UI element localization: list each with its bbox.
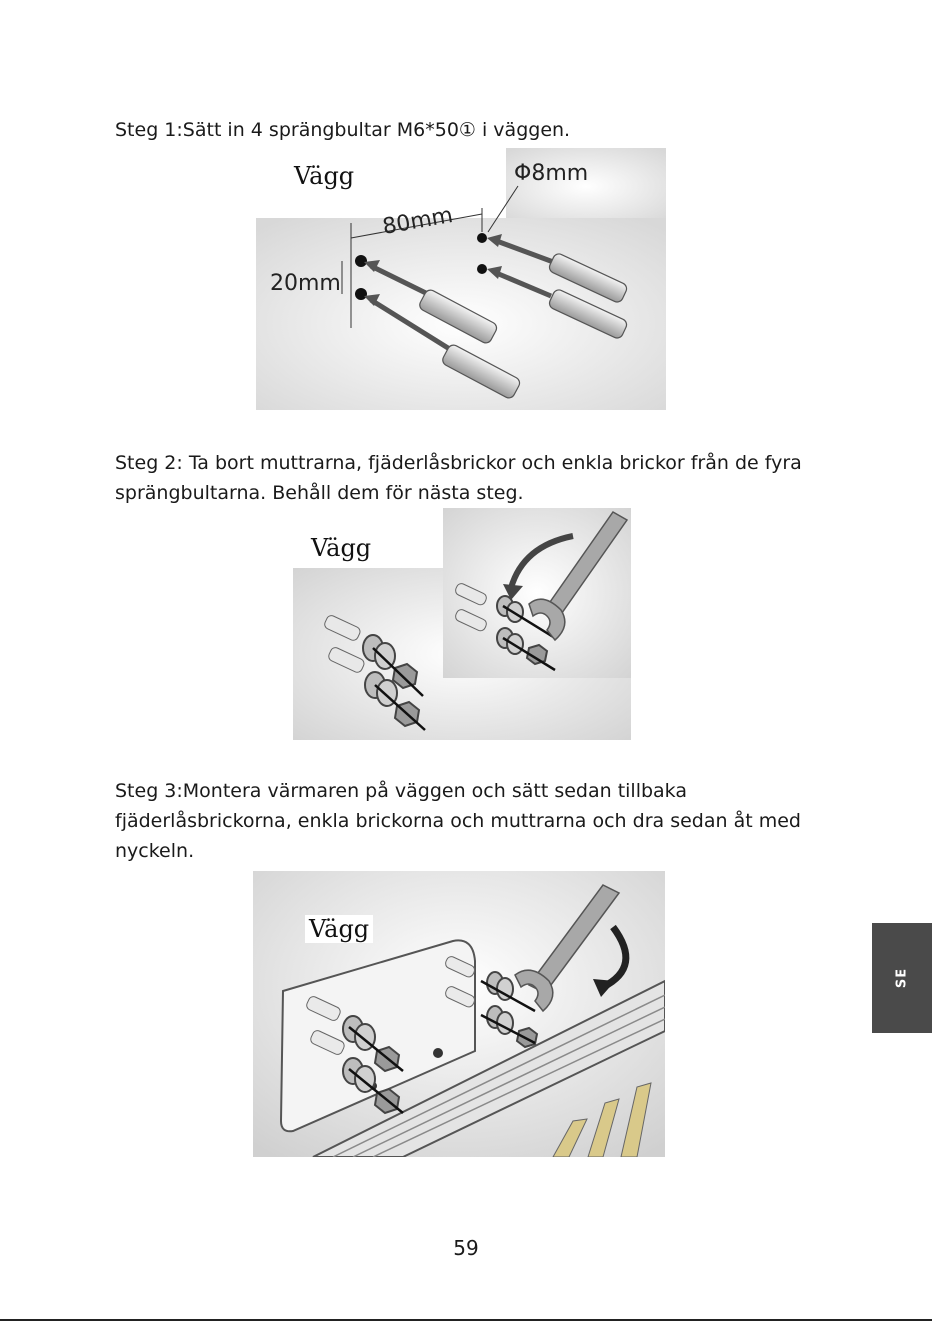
footer-rule (0, 1319, 932, 1321)
step-1-illustration (256, 148, 666, 410)
wall-label-3: Vägg (305, 915, 373, 943)
language-tab-label: SE (894, 967, 910, 989)
step-1-text: Steg 1:Sätt in 4 sprängbultar M6*50① i väggen. (115, 119, 571, 141)
dim-80mm: 80mm (380, 202, 455, 240)
wall-label-2: Vägg (307, 534, 375, 562)
dim-diameter: Φ8mm (514, 161, 589, 186)
step-3-illustration (253, 871, 665, 1157)
step-2-text: Steg 2: Ta bort muttrarna, fjäderlåsbrickor och enkla brickor från de fyra sprängbultarna. Behåll dem för nästa steg. (115, 452, 802, 504)
language-tab (872, 923, 932, 1033)
dim-20mm: 20mm (270, 271, 341, 296)
step-3-text: Steg 3:Montera värmaren på väggen och sätt sedan tillbaka fjäderlåsbrickorna, enkla brickorna och muttrarna och dra sedan åt med nyckeln. (115, 780, 801, 862)
page-number: 59 (453, 1236, 479, 1260)
wall-label-1: Vägg (290, 162, 358, 190)
step-2-illustration (293, 508, 631, 740)
